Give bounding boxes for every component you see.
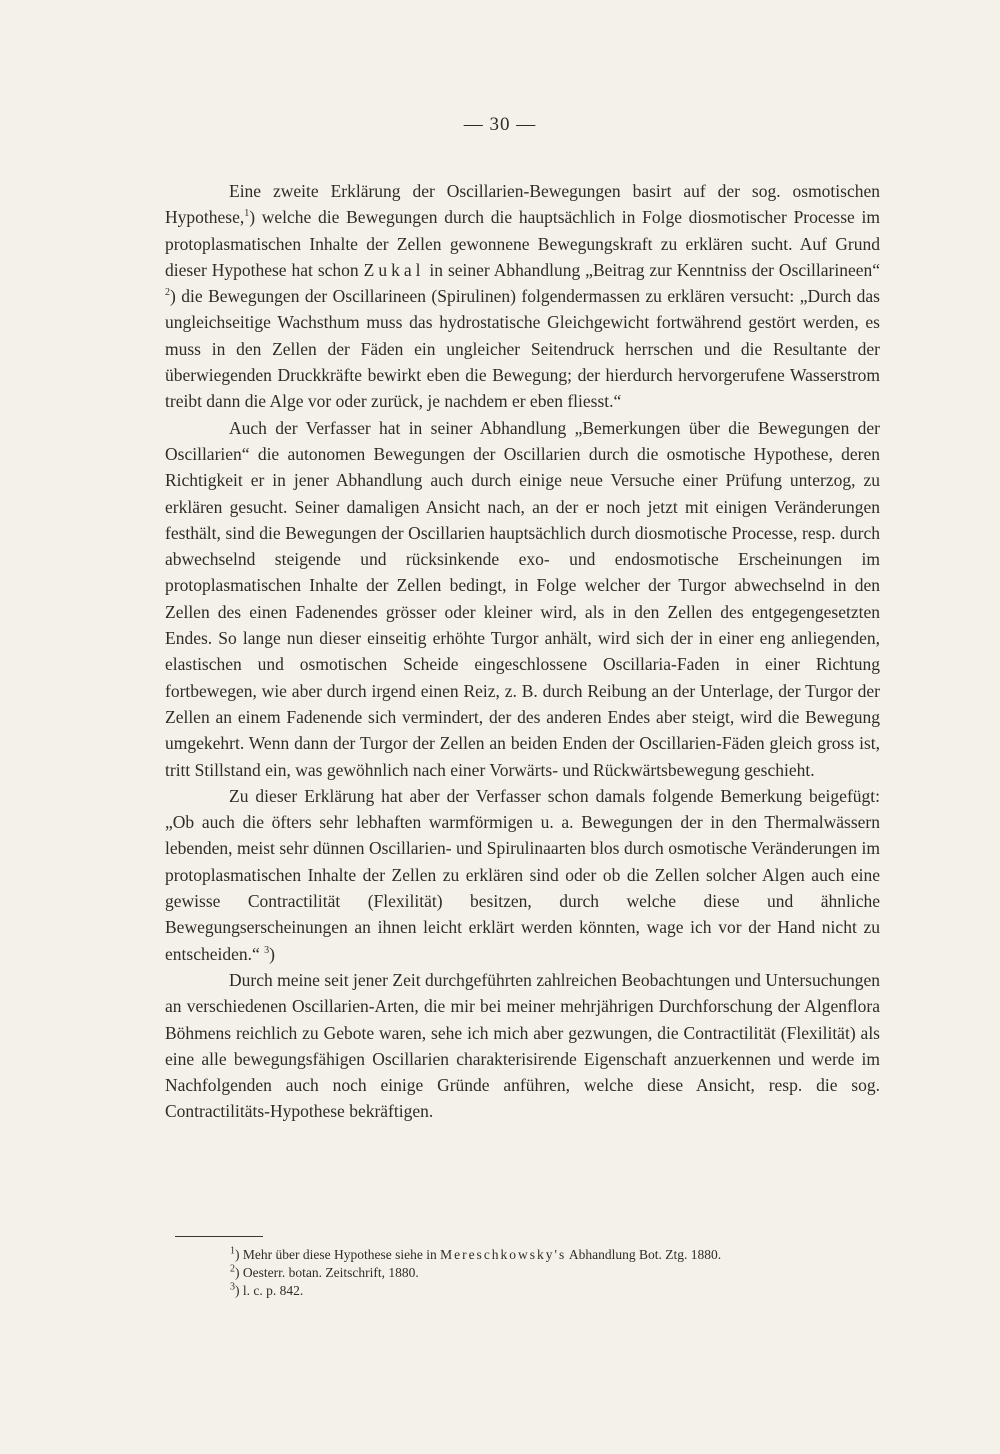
footnote-3 — [230, 1282, 890, 1300]
paragraph-1-text-a: Eine zweite Erklärung der Oscillarien-Bewegungen basirt auf der sog. osmotischen Hypothese, — [165, 181, 880, 228]
author-name-mereschkowsky: Mereschkowsky's — [440, 1247, 567, 1262]
footnote-ref-2: 2 — [165, 287, 170, 299]
paragraph-1-text-d: ) die Bewegungen der Oscillarineen (Spirulinen) folgendermassen zu erklären versucht: „Durch das ungleichseitige Wachsthum muss das hydrostatische Gleichgewicht fortwährend gestört werden, es muss in den Zellen der Fäden ein ungleicher Seitendruck herrschen und die Resultante der überwiegenden Druckkräfte bewirkt eben die Bewegung; der hierdurch hervorgerufene Wasserstrom treibt dann die Alge vor oder zurück, je nachdem er eben fliesst.“ — [165, 286, 880, 412]
footnotes — [230, 1246, 890, 1300]
paragraph-1-text-b: ) welche die Bewegungen durch die hauptsächlich in Folge diosmotischer Processe im protoplasmatischen Inhalte der Zellen gewonnene Bewegungskraft zu erklären sucht. Auf Grund dieser Hypothese hat schon — [165, 207, 880, 280]
footnote-ref-3: 3 — [264, 944, 270, 956]
footnote-mark-3: 3 — [230, 1281, 235, 1293]
paragraph-2: Auch der Verfasser hat in seiner Abhandlung „Bemerkungen über die Bewegungen der Oscillarien“ die autonomen Bewegungen der Oscillarien durch die osmotische Hypothese, deren Richtigkeit er in jener Abhandlung auch durch einige neue Versuche einer Prüfung unterzog, zu erklären gesucht. Seiner damaligen Ansicht nach, an der er noch jetzt mit einigen Veränderungen festhält, sind die Bewegungen der Oscillarien hauptsächlich durch diosmotische Processe, resp. durch abwechselnd steigende und rücksinkende exo- und endosmotische Erscheinungen im protoplasmatischen Inhalte der Zellen bedingt, in Folge welcher der Turgor abwechselnd in den Zellen des einen Fadenendes grösser oder kleiner wird, als in den Zellen des entgegengesetzten Endes. So lange nun dieser einseitig erhöhte Turgor anhält, wird sich der in einer eng anliegenden, elastischen und osmotischen Scheide eingeschlossene Oscillaria-Faden in einer Richtung fortbewegen, wie aber durch irgend einen Reiz, z. B. durch Reibung an der Unterlage, der Turgor der Zellen an einem Fadenende sich vermindert, der des anderen Endes aber steigt, wird die Bewegung umgekehrt. Wenn dann der Turgor der Zellen an beiden Enden der Oscillarien-Fäden gleich gross ist, tritt Stillstand ein, was gewöhnlich nach einer Vorwärts- und Rückwärtsbewegung geschieht. — [165, 417, 880, 780]
paragraph-4: Durch meine seit jener Zeit durchgeführten zahlreichen Beobachtungen und Untersuchungen an verschiedenen Oscillarien-Arten, die mir bei meiner mehrjährigen Durchforschung der Algenflora Böhmens reichlich zu Gebote waren, sehe ich mich aber gezwungen, die Contractilität (Flexilität) als eine alle bewegungsfähigen Oscillarien charakterisirende Eigenschaft anzuerkennen und werde im Nachfolgenden auch noch einige Gründe anführen, welche diese Ansicht, resp. die sog. Contractilitäts-Hypothese bekräftigen. — [165, 969, 880, 1122]
footnote-1-text-b: Abhandlung Bot. Ztg. 1880. — [566, 1247, 722, 1262]
paragraph-3-text-b: ) — [269, 943, 275, 964]
footnote-mark-1: 1 — [230, 1245, 235, 1257]
footnote-mark-2: 2 — [230, 1263, 235, 1275]
footnote-divider — [175, 1236, 263, 1237]
paragraph-1 — [165, 178, 880, 415]
footnote-1-text-a: ) Mehr über diese Hypothese siehe in — [235, 1247, 441, 1262]
author-name-zukal: Zukal — [363, 259, 425, 280]
page-number: — 30 — — [463, 114, 537, 135]
paragraph-3-text-a: Zu dieser Erklärung hat aber der Verfasser schon damals folgende Bemerkung beigefügt: „Ob auch die öfters sehr lebhaften warmförmigen u. a. Bewegungen der in den Thermalwässern lebenden, meist sehr dünnen Oscillarien- und Spirulinaarten blos durch osmotische Veränderungen im protoplasmatischen Inhalte der Zellen zu erklären sind oder ob die Zellen solcher Algen auch eine gewisse Contractilität (Flexilität) besitzen, durch welche diese und ähnliche Bewegungserscheinungen an ihnen leicht erklärt werden könnten, wage ich vor der Hand nicht zu entscheiden.“ — [165, 785, 880, 964]
footnote-ref-1: 1 — [244, 208, 250, 220]
footnote-3-text: ) l. c. p. 842. — [235, 1283, 304, 1298]
paragraph-3 — [165, 783, 880, 967]
footnote-1 — [230, 1246, 890, 1264]
body-text — [165, 178, 880, 1125]
paragraph-1-text-c: in seiner Abhandlung „Beitrag zur Kenntniss der Oscillarineen“ — [424, 259, 880, 280]
footnote-2-text: ) Oesterr. botan. Zeitschrift, 1880. — [235, 1265, 419, 1280]
footnote-2 — [230, 1264, 890, 1282]
